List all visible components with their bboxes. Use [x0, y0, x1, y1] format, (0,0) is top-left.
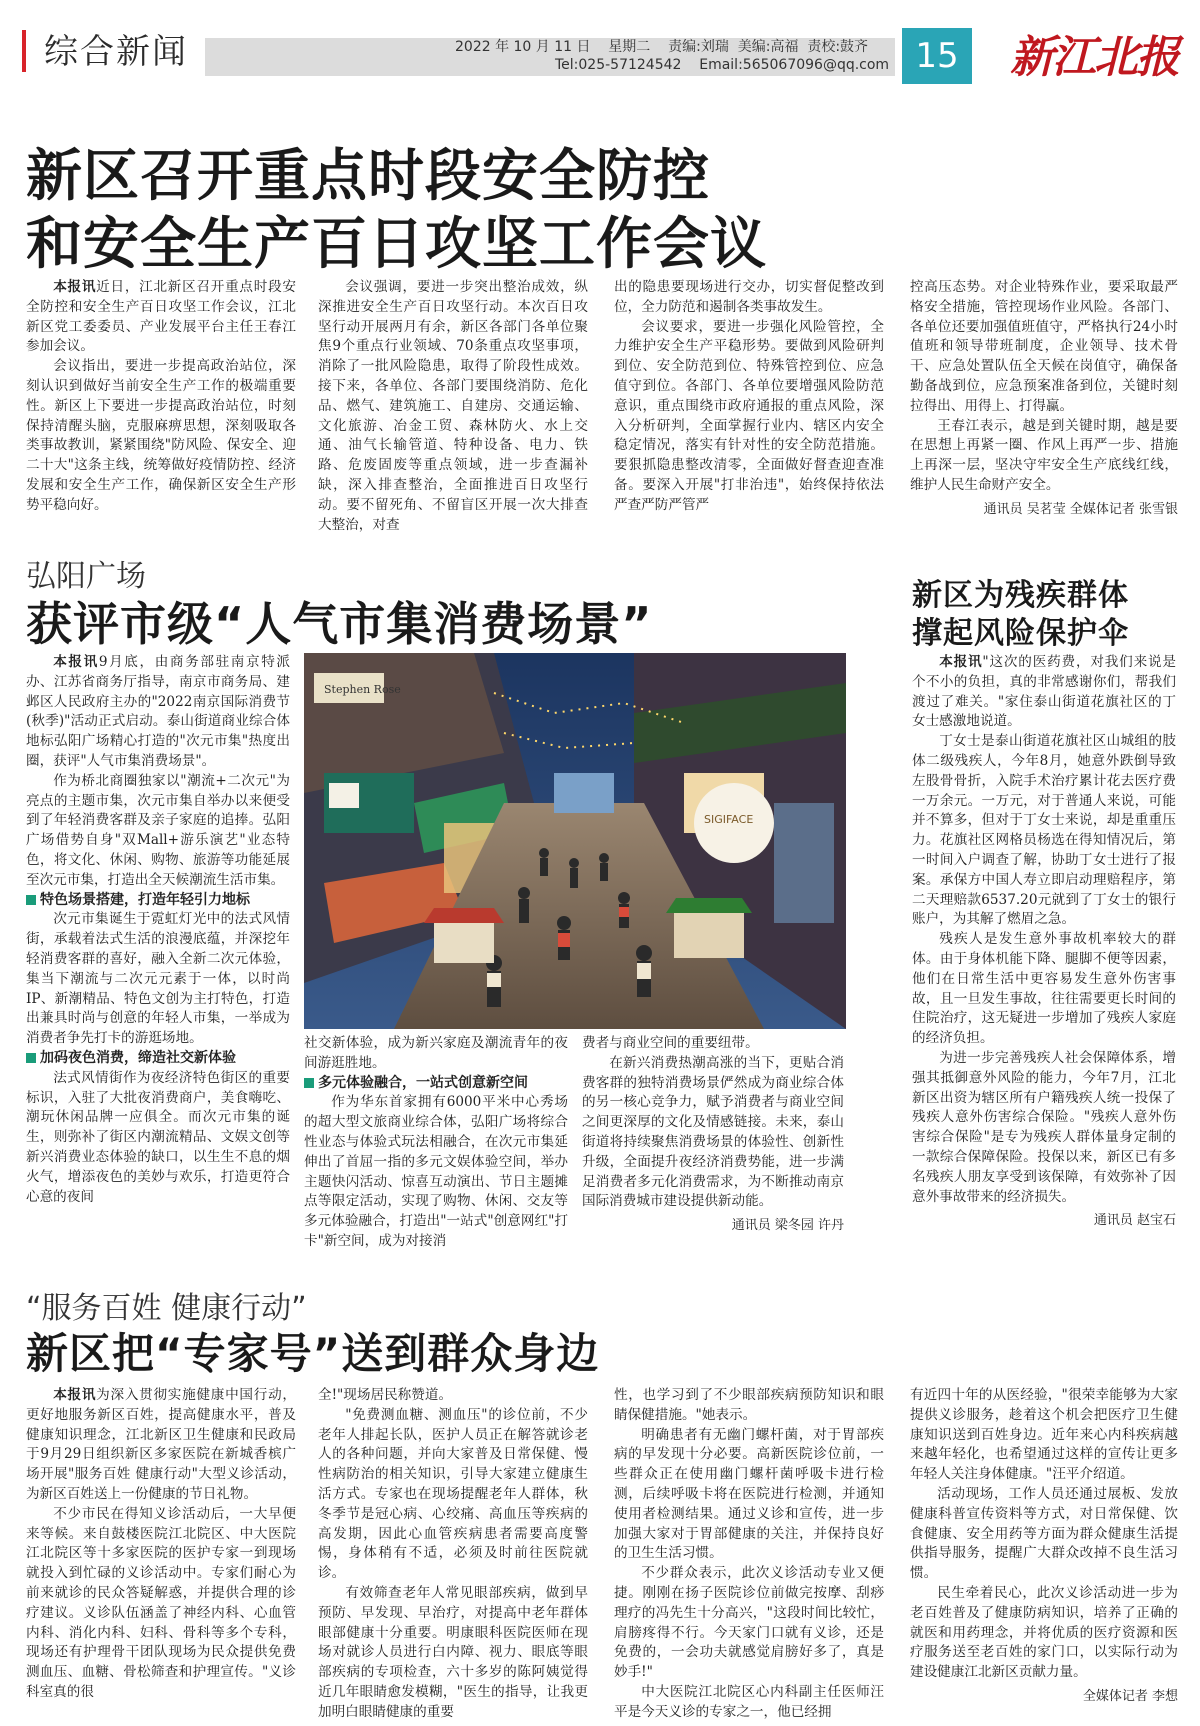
header-date-editors: 2022 年 10 月 11 日 星期二 责编:刘瑞 美编:高福 责校:鼓齐: [455, 39, 869, 55]
article1-paragraph: 王春江表示，越是到关键时期，越是要在思想上再紧一圈、作风上再严一步、措施上再深一层，坚决守牢安全生产底线红线，维护人民生命财产安全。: [910, 417, 1178, 493]
article4-column-1: [26, 1386, 296, 1703]
article4-paragraph: 为深入贯彻实施健康中国行动，更好地服务新区百姓，提高健康水平，普及健康知识理念，江北新区卫生健康和民政局于9月29日组织新区多家医院在新城香槟广场开展"服务百姓 健康行动"大型义诊活动，为新区百姓送上一份健康的节日礼物。: [26, 1387, 297, 1502]
article4-dateline: 本报讯: [53, 1387, 97, 1403]
article4-paragraph: "免费测血糖、测血压"的诊位前，不少老年人排起长队，医护人员正在解答就诊老人的各种问题，并向大家普及日常保健、慢性病防治的相关知识，引导大家建立健康生活方式。专家也在现场提醒老年人群体，秋冬季节是冠心病、心绞痛、高血压等疾病的高发期，因此心血管疾病患者需要高度警惕，身体稍有不适，必须及时前往医院就诊。: [318, 1406, 588, 1582]
article2-paragraph: 作为桥北商圈独家以"潮流+二次元"为亮点的主题市集，次元市集自举办以来便受到了年轻消费客群及亲子家庭的追捧。弘阳广场借势自身"双Mall+游乐演艺"业态特色，将文化、休闲、购物、旅游等功能延展至次元市集，打造出全天候潮流生活市集。: [26, 772, 290, 888]
article1-paragraph: 会议要求，要进一步强化风险管控，全力维护安全生产平稳形势。要做到风险研判到位、安全防范到位、特殊管控到位、应急值守到位。各部门、各单位要增强风险防范意识，重点围绕市政府通报的重点风险，深入分析研判，全面掌握行业内、辖区内安全稳定情况，落实有针对性的安全防范措施。要狠抓隐患整改清零，全面做好督查迎查准备。要深入开展"打非治违"，始终保持依法严查严防严管严: [614, 318, 884, 513]
article4-column-3: [614, 1386, 884, 1723]
article1-paragraph: 控高压态势。对企业特殊作业，要采取最严格安全措施，管控现场作业风险。各部门、各单位还要加强值班值守，严格执行24小时值班和领导带班制度，企业领导、技术骨干、应急处置队伍全天候在岗值守，确保备勤备战到位，应急预案准备到位，关键时刻拉得出、用得上、打得赢。: [910, 279, 1178, 414]
article3-headline: [912, 577, 1129, 653]
article2-paragraph: 费者与商业空间的重要纽带。: [582, 1035, 759, 1051]
article3-paragraph: 残疾人是发生意外事故机率较大的群体。由于身体机能下降、腿脚不便等因素，他们在日常生活中更容易发生意外伤害事故，且一旦发生事故，往往需要更长时间的住院治疗，这无疑进一步增加了残疾人家庭的经济负担。: [912, 931, 1176, 1047]
article3-dateline: 本报讯: [939, 654, 983, 670]
article4-column-2: [318, 1386, 588, 1723]
article4-kicker: “服务百姓 健康行动”: [26, 1291, 307, 1326]
article4-paragraph: 不少市民在得知义诊活动后，一大早便来等候。来自鼓楼医院江北院区、中大医院江北院区等十多家医院的医护专家一到现场就投入到忙碌的义诊活动中。专家们耐心为前来就诊的民众答疑解惑，并提供合理的诊疗建议。义诊队伍涵盖了神经内科、心血管内科、消化内科、妇科、骨科等多个专科，现场还有护理骨干团队现场为民众提供免费测血压、血糖、骨松筛查和护理宣传。"义诊科室真的很: [26, 1505, 296, 1700]
article3-paragraph: "这次的医药费，对我们来说是个不小的负担，真的非常感谢你们，帮我们渡过了难关。"家住泰山街道花旗社区的丁女士感激地说道。: [912, 654, 1176, 730]
article2-column-1: [26, 653, 290, 1207]
article4-paragraph: 民生牵着民心，此次义诊活动进一步为老百姓普及了健康防病知识，培养了正确的就医和用药理念，并将优质的医疗资源和医疗服务送至老百姓的家门口，以实际行动为建设健康江北新区贡献力量。: [910, 1584, 1178, 1681]
article2-paragraph: 社交新体验，成为新兴家庭及潮流青年的夜间游逛胜地。: [304, 1035, 568, 1071]
square-bullet-icon: [26, 895, 36, 905]
article4-paragraph: 性，也学习到了不少眼部疾病预防知识和眼睛保健措施。"她表示。: [614, 1387, 884, 1423]
article4-paragraph: 中大医院江北院区心内科副主任医师汪平是今天义诊的专家之一，他已经拥: [614, 1683, 884, 1720]
article3-column: [912, 653, 1176, 1231]
square-bullet-icon: [26, 1053, 36, 1063]
article2-headline: 获评市级“人气市集消费场景”: [26, 597, 653, 651]
article1-headline-line1: 新区召开重点时段安全防控: [26, 144, 710, 209]
article1-column-1: [26, 278, 296, 516]
article2-paragraph: 在新兴消费热潮高涨的当下，更贴合消费客群的独特消费场景俨然成为商业综合体的另一核心竞争力，赋予消费者与商业空间之间更深厚的文化及情感链接。未来，泰山街道将持续聚焦消费场景的体验性、创新性升级，全面提升夜经济消费势能，进一步满足消费者多元化消费需求，为不断推动南京国际消费城市建设提供新动能。: [582, 1054, 844, 1210]
article1-headline: [26, 143, 767, 279]
article2-subheading: 多元体验融合，一站式创意新空间: [304, 1074, 568, 1094]
article4-paragraph: 明确患者有无幽门螺杆菌，对于胃部疾病的早发现十分必要。高新医院诊位前，一些群众正在使用幽门螺杆菌呼吸卡进行检测，后续呼吸卡将在医院进行检测，并通知使用者检测结果。通过义诊和宣传，进一步加强大家对于胃部健康的关注，并保持良好的卫生生活习惯。: [614, 1426, 884, 1562]
article3-headline-line1: 新区为残疾群体: [912, 578, 1129, 613]
article4-headline: 新区把“专家号”送到群众身边: [26, 1329, 600, 1378]
article1-column-4: [910, 278, 1178, 520]
article1-byline: 通讯员 吴茗莹 全媒体记者 张雪银: [983, 501, 1178, 517]
article1-paragraph: 会议指出，要进一步提高政治站位，深刻认识到做好当前安全生产工作的极端重要性。新区上下要进一步提高政治站位，时刻保持清醒头脑，克服麻痹思想，深刻吸取各类事故教训，紧紧围绕"防风险、保安全、迎二十大"这条主线，统筹做好疫情防控、经济发展和安全生产工作，确保新区安全生产形势平稳向好。: [26, 358, 296, 513]
article3-paragraph: 丁女士是泰山街道花旗社区山城组的肢体二级残疾人，今年8月，她意外跌倒导致左股骨骨折，入院手术治疗累计花去医疗费一万余元。一万元，对于普通人来说，可能并不算多，但对于丁女士来说，却是重重压力。花旗社区网格员杨选在得知情况后，第一时间入户调查了解，协助丁女士进行了报案。承保方中国人寿立即启动理赔程序，第二天理赔款6537.20元就到了丁女士的银行账户，为其解了燃眉之急。: [912, 733, 1176, 928]
article2-column-2: [304, 1034, 568, 1252]
shop-sign-text: Stephen Rose: [324, 683, 401, 696]
article2-subheading: 特色场景搭建，打造年轻引力地标: [26, 891, 290, 911]
section-marker: [22, 30, 26, 72]
market-street-photo: [304, 653, 846, 1029]
article1-paragraph: 出的隐患要现场进行交办，切实督促整改到位，全力防范和遏制各类事故发生。: [614, 279, 884, 315]
newspaper-masthead-logo: 新江北报: [1010, 32, 1178, 83]
article2-column-3: [582, 1034, 844, 1236]
article2-paragraph: 作为华东首家拥有6000平米中心秀场的超大型文旅商业综合体，弘阳广场将综合性业态与体验式玩法相融合，在次元市集延伸出了首屈一指的多元文娱体验空间，举办主题快闪活动、惊喜互动演出、节日主题摊点等限定活动，实现了购物、休闲、交友等多元体验融合，打造出"一站式"创意网红"打卡"新空间，成为对接消: [304, 1094, 568, 1249]
article4-byline: 全媒体记者 李想: [1082, 1688, 1178, 1704]
article2-paragraph: 次元市集诞生于霓虹灯光中的法式风情街，承载着法式生活的浪漫底蕴，并深挖年轻消费客群的喜好，融入全新二次元体验，集当下潮流与二次元元素于一体，以时尚IP、新潮精品、特色文创为主打特色，打造出兼具时尚与创意的年轻人市集，一举成为消费者争先打卡的游逛场地。: [26, 911, 290, 1047]
article4-column-4: [910, 1386, 1178, 1707]
article1-dateline: 本报讯: [53, 279, 97, 295]
article4-paragraph: 有效筛查老年人常见眼部疾病，做到早预防、早发现、早治疗，对提高中老年群体眼部健康十分重要。明康眼科医院医师在现场对就诊人员进行白内障、视力、眼底等眼部疾病的专项检查，六十多岁的陈阿姨觉得近几年眼睛愈发模糊，"医生的指导，让我更加明白眼睛健康的重要: [318, 1584, 588, 1720]
header-contact: Tel:025-57124542 Email:565067096@qq.com: [555, 57, 890, 73]
section-title: 综合新闻: [44, 32, 188, 72]
store-sign-text: SIGIFACE: [704, 813, 754, 826]
article1-paragraph: 会议强调，要进一步突出整治成效，纵深推进安全生产百日攻坚行动。本次百日攻坚行动开展两月有余，新区各部门各单位聚焦9个重点行业领域、70条重点攻坚事项，消除了一批风险隐患，取得了阶段性成效。接下来，各单位、各部门要围绕消防、危化品、燃气、建筑施工、自建房、交通运输、文化旅游、冶金工贸、森林防火、水上交通、油气长输管道、特种设备、电力、铁路、危废固废等重点领域，进一步查漏补缺，深入排查整治，全面推进百日攻坚行动。要不留死角、不留盲区开展一次大排查大整治，对查: [318, 279, 588, 533]
article1-paragraph: 近日，江北新区召开重点时段安全防控和安全生产百日攻坚工作会议，江北新区党工委委员、产业发展平台主任王春江参加会议。: [26, 279, 297, 355]
article1-headline-line2: 和安全生产百日攻坚工作会议: [26, 212, 767, 277]
article1-column-2: [318, 278, 588, 535]
article2-kicker: 弘阳广场: [26, 559, 146, 594]
article4-paragraph: 全!"现场居民称赞道。: [318, 1387, 453, 1403]
article4-paragraph: 不少群众表示，此次义诊活动专业又便捷。刚刚在扬子医院诊位前做完按摩、刮痧理疗的冯先生十分高兴，"这段时间比较忙，肩膀疼得不行。今天家门口就有义诊，还是免费的，一会功夫就感觉肩膀好多了，真是妙手!": [614, 1565, 884, 1681]
article2-subheading: 加码夜色消费，缔造社交新体验: [26, 1049, 290, 1069]
article2-byline: 通讯员 梁冬园 许丹: [731, 1218, 844, 1234]
article1-column-3: [614, 278, 884, 516]
article4-paragraph: 活动现场，工作人员还通过展板、发放健康科普宣传资料等方式，对日常保健、饮食健康、安全用药等方面为群众健康生活提供指导服务，提醒广大群众改掉不良生活习惯。: [910, 1485, 1178, 1582]
article2-dateline: 本报讯: [53, 654, 99, 670]
article2-paragraph: 9月底，由商务部驻南京特派办、江苏省商务厅指导，南京市商务局、建邺区人民政府主办的"2022南京国际消费节(秋季)"活动正式启动。泰山街道商业综合体地标弘阳广场精心打造的"次元市集"热度出圈，获评"人气市集消费场景"。: [26, 654, 291, 769]
page-number: 15: [902, 28, 972, 84]
article3-paragraph: 为进一步完善残疾人社会保障体系，增强其抵御意外风险的能力，今年7月，江北新区出资为辖区所有户籍残疾人统一投保了残疾人意外伤害综合保险。"残疾人意外伤害综合保险"是专为残疾人群体量身定制的一款综合保障保险。投保以来，新区已有多名残疾人朋友享受到该保障，有效弥补了因意外事故带来的经济损失。: [912, 1049, 1176, 1205]
article3-byline: 通讯员 赵宝石: [1093, 1213, 1176, 1229]
square-bullet-icon: [304, 1078, 314, 1088]
article3-headline-line2: 撑起风险保护伞: [912, 616, 1129, 651]
article2-paragraph: 法式风情街作为夜经济特色街区的重要标识，入驻了大批夜消费商户，美食嗨吃、潮玩休闲品牌一应俱全。而次元市集的诞生，则弥补了街区内潮流精品、文娱文创等新兴消费业态体验的缺口，以生生不息的烟火气，增添夜色的美妙与欢乐，打造更符合心意的夜间: [26, 1069, 290, 1205]
article4-paragraph: 有近四十年的从医经验，"很荣幸能够为大家提供义诊服务，趁着这个机会把医疗卫生健康知识送到百姓身边。近年来心内科疾病越来越年轻化，也希望通过这样的宣传让更多年轻人关注身体健康。"汪平介绍道。: [910, 1387, 1178, 1483]
